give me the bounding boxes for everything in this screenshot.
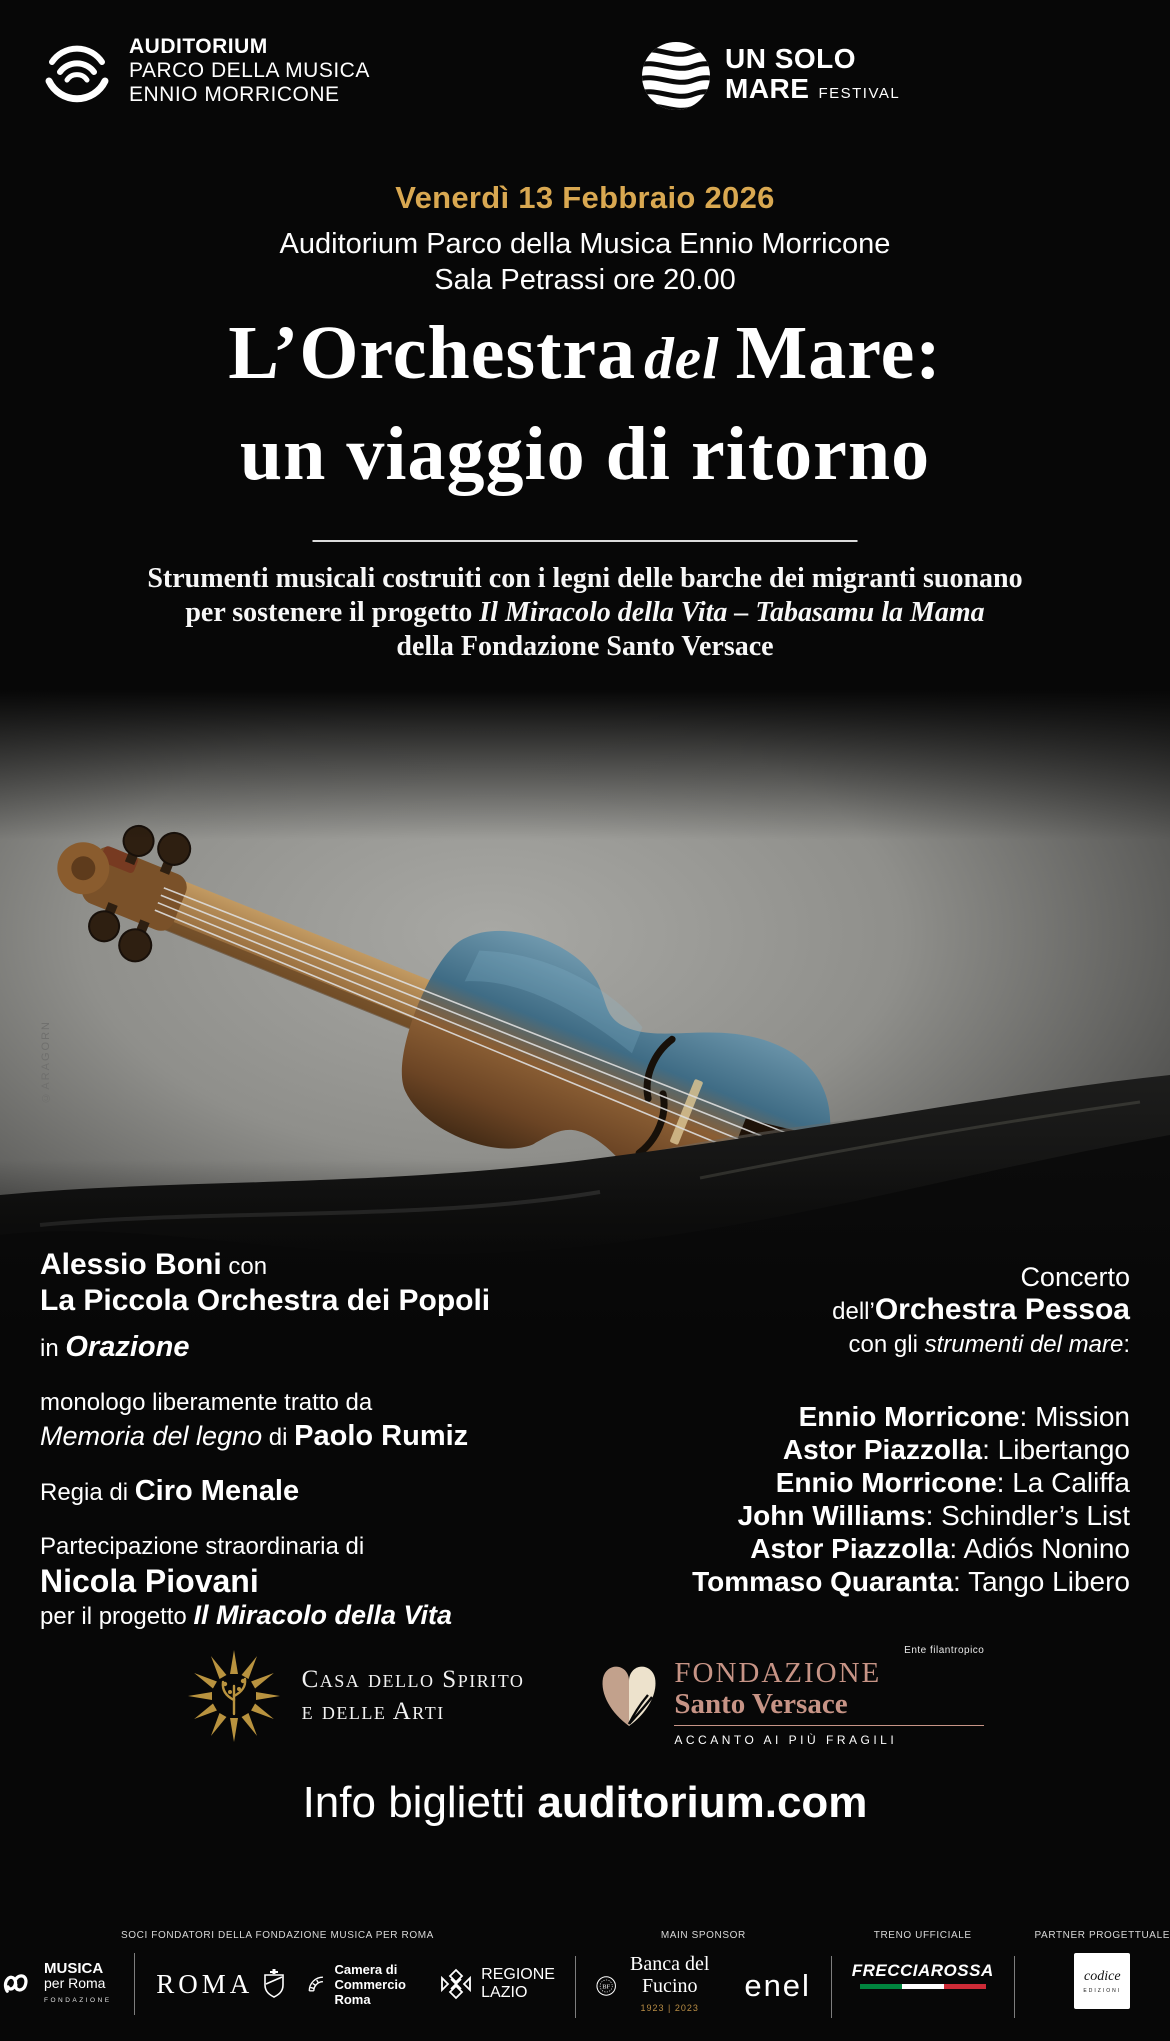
subtitle-line1: Strumenti musicali costruiti con i legni delle barche dei migranti suonano: [147, 563, 1023, 594]
banca-years: 1923 | 2023: [640, 2003, 699, 2013]
program-list: [692, 1400, 1130, 1598]
musica-per-roma-logo: [0, 1961, 112, 2008]
footer-divider: [575, 1956, 576, 2018]
auditorium-line1: AUDITORIUM: [129, 35, 268, 58]
project-title: Il Miracolo della Vita: [193, 1600, 453, 1630]
mpr-line2: per Roma: [44, 1974, 106, 1991]
treno-caption: TRENO UFFICIALE: [873, 1930, 972, 1941]
regione-line2: LAZIO: [481, 1984, 528, 2001]
sponsor-footer: [0, 1930, 1170, 2019]
auditorium-line2: PARCO DELLA MUSICA: [129, 59, 370, 82]
auditorium-logo: [40, 34, 370, 108]
subtitle-line2: [0, 596, 1170, 630]
roma-crest-icon: [263, 1969, 285, 1999]
main-sponsor-caption: MAIN SPONSOR: [660, 1930, 746, 1941]
partner-group: [1035, 1930, 1170, 2009]
program-item: [692, 1400, 1130, 1433]
regia-line: [40, 1476, 490, 1508]
roma-logo: [156, 1969, 285, 2000]
memoria-line: [40, 1418, 490, 1456]
codice-sub: EDIZIONI: [1083, 1987, 1122, 1994]
program-item: [692, 1565, 1130, 1598]
violin-photo-illustration: [0, 690, 1170, 1330]
festival-line1: UN SOLO: [725, 42, 857, 74]
piece: Mission: [1035, 1401, 1130, 1432]
concerto-label: Concerto: [1020, 1262, 1130, 1292]
fondazione-versace-text: [674, 1645, 984, 1747]
festival-mare: MARE: [725, 72, 810, 104]
treno-group: [852, 1930, 994, 1989]
guest-name: Nicola Piovani: [40, 1563, 259, 1599]
mpr-line1: MUSICA: [44, 1959, 104, 1977]
subtitle-l2a: per sostenere il progetto: [185, 597, 473, 628]
title-line2: un viaggio di ritorno: [239, 412, 931, 496]
composer: Astor Piazzolla: [782, 1434, 983, 1465]
program-item: [692, 1433, 1130, 1466]
program-item: [692, 1532, 1130, 1565]
mpr-knot-icon: [0, 1967, 36, 2001]
codice-name: codice: [1084, 1968, 1121, 1984]
composer: John Williams: [737, 1500, 926, 1531]
banca-fucino-logo: [596, 1953, 715, 2019]
project-pre: per il progetto: [40, 1603, 187, 1630]
founders-group: [0, 1930, 555, 2015]
monologo-line: monologo liberamente tratto da: [40, 1389, 373, 1416]
fondazione-tagline: ACCANTO AI PIÙ FRAGILI: [674, 1733, 898, 1747]
separator: :: [1019, 1401, 1036, 1432]
camera-commercio-logo: [307, 1962, 418, 2007]
auditorium-logo-text: [129, 35, 370, 107]
credits-right: [692, 1262, 1130, 1598]
camera-line1: Camera di Commercio: [334, 1961, 406, 1992]
footer-divider: [831, 1956, 832, 2018]
separator: :: [996, 1467, 1013, 1498]
con-gli-label: con gli: [848, 1331, 918, 1358]
title-l1a: L’Orchestra: [228, 311, 637, 395]
wave-globe-icon: [640, 40, 712, 112]
ente-filantropico: Ente filantropico: [904, 1645, 985, 1656]
piece: Tango Libero: [968, 1566, 1130, 1597]
opera-line: [40, 1332, 490, 1364]
subtitle: [0, 562, 1170, 664]
subtitle-l2b: Il Miracolo della Vita – Tabasamu la Mama: [479, 597, 985, 628]
orchestra-name: La Piccola Orchestra dei Popoli: [40, 1284, 491, 1317]
colosseum-icon: [307, 1969, 325, 1999]
strumenti-label: strumenti del mare: [924, 1331, 1124, 1358]
credits-section: [40, 1250, 1130, 1630]
fondazione-name2: Santo Versace: [674, 1688, 848, 1720]
title-l1b: del: [644, 325, 720, 391]
violin-photo: [0, 690, 1170, 1330]
program-item: [692, 1466, 1130, 1499]
mpr-text: [44, 1961, 112, 2008]
regione-lazio-icon: [440, 1968, 472, 2000]
di-label: di: [268, 1424, 288, 1451]
svg-text:BF: BF: [602, 1983, 610, 1991]
actor-name: Alessio Boni: [40, 1248, 222, 1281]
dell-label: dell’: [832, 1298, 875, 1325]
project-line: [40, 1600, 490, 1632]
separator: :: [982, 1434, 998, 1465]
piece: Adiós Nonino: [963, 1533, 1130, 1564]
regione-line1: REGIONE: [481, 1966, 555, 1983]
title-l1c: Mare:: [735, 311, 942, 395]
tickets-site[interactable]: auditorium.com: [537, 1778, 868, 1827]
ensemble-line: [692, 1292, 1130, 1330]
festival-logo-text: [725, 44, 900, 109]
footer-divider: [1014, 1956, 1015, 2018]
credits-left: [40, 1250, 490, 1632]
fondazione-name: FONDAZIONE: [674, 1657, 882, 1689]
event-date: Venerdì 13 Febbraio 2026: [395, 180, 775, 215]
codice-edizioni-logo: [1074, 1953, 1130, 2009]
piece: Libertango: [997, 1434, 1130, 1465]
enel-logo: enel: [744, 1968, 811, 2003]
frecciarossa-logo: [852, 1961, 994, 1989]
title-line1: [0, 305, 1170, 406]
auditorium-arcs-icon: [40, 34, 114, 108]
author-name: Paolo Rumiz: [294, 1420, 469, 1452]
camera-text: [334, 1962, 418, 2007]
fondazione-divider: [674, 1725, 984, 1726]
composer: Ennio Morricone: [798, 1401, 1020, 1432]
event-hall-time: Sala Petrassi ore 20.00: [434, 264, 736, 296]
casa-spirito-text: [302, 1664, 525, 1728]
piece: Schindler’s List: [941, 1500, 1130, 1531]
casa-line2: e delle Arti: [301, 1698, 445, 1725]
strumenti-colon: :: [1123, 1331, 1130, 1358]
frecciarossa-text: FRECCIAROSSA: [851, 1961, 994, 1980]
composer: Astor Piazzolla: [750, 1533, 950, 1564]
casa-spirito-logo: [186, 1648, 525, 1744]
bank-seal-icon: [596, 1970, 616, 2002]
composer: Tommaso Quaranta: [692, 1566, 954, 1597]
sun-tree-icon: [186, 1648, 282, 1744]
camera-line2: Roma: [334, 1991, 371, 2007]
regia-label: Regia di: [40, 1479, 129, 1506]
tricolor-stripe: [860, 1984, 986, 1989]
photo-credit: ©ARAGORN: [40, 1020, 52, 1104]
event-meta: [0, 180, 1170, 298]
poster-title: [0, 305, 1170, 502]
ensemble-name: Orchestra Pessoa: [874, 1293, 1130, 1326]
composer: Ennio Morricone: [775, 1467, 997, 1498]
footer-divider: [134, 1953, 135, 2015]
event-venue: Auditorium Parco della Musica Ennio Morricone: [279, 228, 891, 260]
title-divider: [313, 540, 858, 542]
tickets-label: Info biglietti: [302, 1778, 526, 1827]
strumenti-line: [692, 1330, 1130, 1360]
festival-line2: [725, 74, 900, 109]
con-label: con: [228, 1253, 268, 1280]
lead-actor-line: [40, 1250, 490, 1282]
opera-title: Orazione: [65, 1331, 190, 1363]
subtitle-line3: della Fondazione Santo Versace: [396, 631, 774, 662]
roma-text: ROMA: [156, 1968, 254, 1999]
banca-text: [625, 1953, 714, 2019]
partner-caption: PARTNER PROGETTUALE: [1034, 1930, 1170, 1941]
festival-suffix: FESTIVAL: [818, 84, 901, 102]
program-item: [692, 1499, 1130, 1532]
fondazione-versace-logo: [596, 1645, 984, 1747]
auditorium-line3: ENNIO MORRICONE: [129, 83, 340, 106]
partner-logos: [0, 1645, 1170, 1747]
director-name: Ciro Menale: [134, 1475, 300, 1507]
tickets-info: [0, 1778, 1170, 1828]
main-sponsor-group: [596, 1930, 811, 2019]
founders-caption: SOCI FONDATORI DELLA FONDAZIONE MUSICA PER ROMA: [121, 1930, 434, 1941]
hands-heart-icon: [596, 1660, 662, 1732]
separator: :: [949, 1533, 964, 1564]
regione-text: [481, 1966, 555, 2002]
casa-line1: Casa dello Spirito: [301, 1666, 525, 1693]
banca-name: Banca del Fucino: [630, 1953, 710, 1997]
in-label: in: [40, 1335, 59, 1362]
mpr-line3: FONDAZIONE: [44, 1996, 112, 2004]
separator: :: [953, 1566, 969, 1597]
regione-lazio-logo: [440, 1966, 555, 2002]
partecipazione-label: Partecipazione straordinaria di: [40, 1533, 365, 1560]
un-solo-mare-logo: [640, 40, 900, 112]
piece: La Califfa: [1012, 1467, 1130, 1498]
separator: :: [925, 1500, 942, 1531]
memoria-title: Memoria del legno: [40, 1421, 263, 1451]
